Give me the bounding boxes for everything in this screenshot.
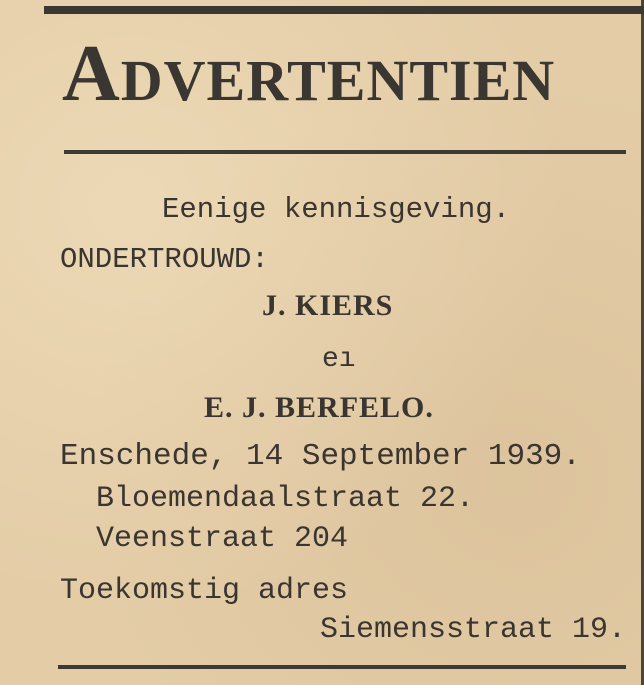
top-rule [44,6,644,14]
address-line-2: Veenstraat 204 [96,522,349,556]
groom-name: J. KIERS [262,289,394,322]
future-address-label: Toekomstig adres [60,574,349,608]
address-line-1: Bloemendaalstraat 22. [96,482,475,516]
notice-label: ONDERTROUWD: [60,243,269,276]
section-heading [62,30,642,121]
bride-name: E. J. BERFELO. [204,391,434,424]
conjunction: eı [322,344,356,375]
heading-initial: A [62,30,121,118]
heading-text: DVERTENTIEN [120,48,556,113]
notice-intro: Eenige kennisgeving. [162,193,511,226]
place-date: Enschede, 14 September 1939. [60,439,581,474]
heading-rule [64,150,626,154]
bottom-rule [58,665,626,669]
future-address: Siemensstraat 19. [320,613,627,647]
